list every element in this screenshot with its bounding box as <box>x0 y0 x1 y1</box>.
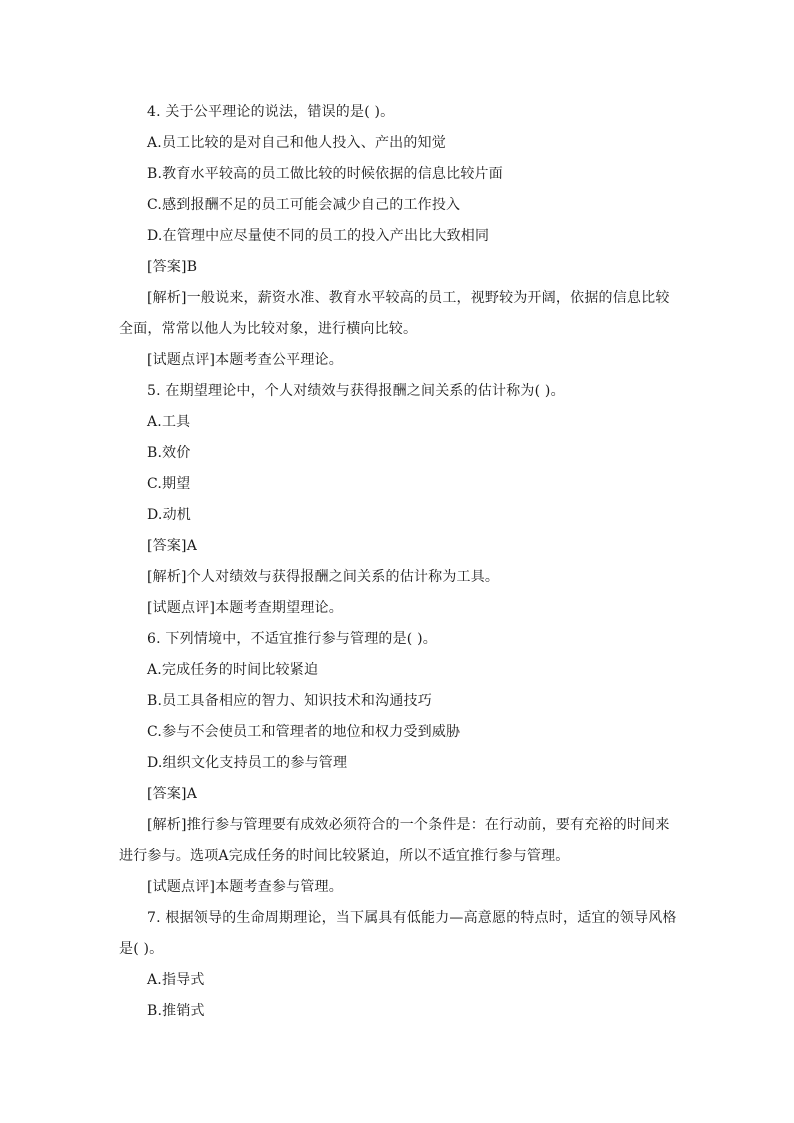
question-7-stem-continued: 是( )。 <box>119 941 164 957</box>
document-body <box>119 97 679 1027</box>
question-7-option-b: B.推销式 <box>147 1003 205 1019</box>
question-4-stem: 4. 关于公平理论的说法，错误的是( )。 <box>147 104 395 120</box>
question-7-option-a: A.指导式 <box>147 972 205 988</box>
question-5-stem: 5. 在期望理论中，个人对绩效与获得报酬之间关系的估计称为( )。 <box>147 383 565 399</box>
question-5-comment: [试题点评]本题考查期望理论。 <box>147 600 343 616</box>
question-6-analysis-continued: 进行参与。选项A完成任务的时间比较紧迫，所以不适宜推行参与管理。 <box>119 848 570 864</box>
question-6-option-c: C.参与不会使员工和管理者的地位和权力受到威胁 <box>147 724 461 740</box>
question-5-option-d: D.动机 <box>147 507 191 523</box>
question-5-option-c: C.期望 <box>147 476 191 492</box>
question-5-option-a: A.工具 <box>147 414 191 430</box>
question-6-option-a: A.完成任务的时间比较紧迫 <box>147 662 319 678</box>
question-4-option-d: D.在管理中应尽量使不同的员工的投入产出比大致相同 <box>147 228 490 244</box>
question-6-answer: [答案]A <box>147 786 198 802</box>
question-5-analysis: [解析]个人对绩效与获得报酬之间关系的估计称为工具。 <box>147 569 500 585</box>
question-4-analysis: [解析]一般说来，薪资水准、教育水平较高的员工，视野较为开阔，依据的信息比较 <box>147 290 670 306</box>
question-7-stem: 7. 根据领导的生命周期理论，当下属具有低能力—高意愿的特点时，适宜的领导风格 <box>147 910 677 926</box>
question-4-option-c: C.感到报酬不足的员工可能会减少自己的工作投入 <box>147 197 461 213</box>
question-4-comment: [试题点评]本题考查公平理论。 <box>147 352 343 368</box>
question-5-option-b: B.效价 <box>147 445 191 461</box>
question-6-option-b: B.员工具备相应的智力、知识技术和沟通技巧 <box>147 693 432 709</box>
question-5-answer: [答案]A <box>147 538 198 554</box>
question-4-answer: [答案]B <box>147 259 198 275</box>
question-6-analysis: [解析]推行参与管理要有成效必须符合的一个条件是：在行动前，要有充裕的时间来 <box>147 817 670 833</box>
question-6-comment: [试题点评]本题考查参与管理。 <box>147 879 343 895</box>
question-4-option-a: A.员工比较的是对自己和他人投入、产出的知觉 <box>147 135 446 151</box>
question-4-option-b: B.教育水平较高的员工做比较的时候依据的信息比较片面 <box>147 166 503 182</box>
question-6-stem: 6. 下列情境中，不适宜推行参与管理的是( )。 <box>147 631 437 647</box>
question-6-option-d: D.组织文化支持员工的参与管理 <box>147 755 348 771</box>
question-4-analysis-continued: 全面，常常以他人为比较对象，进行横向比较。 <box>119 321 418 337</box>
